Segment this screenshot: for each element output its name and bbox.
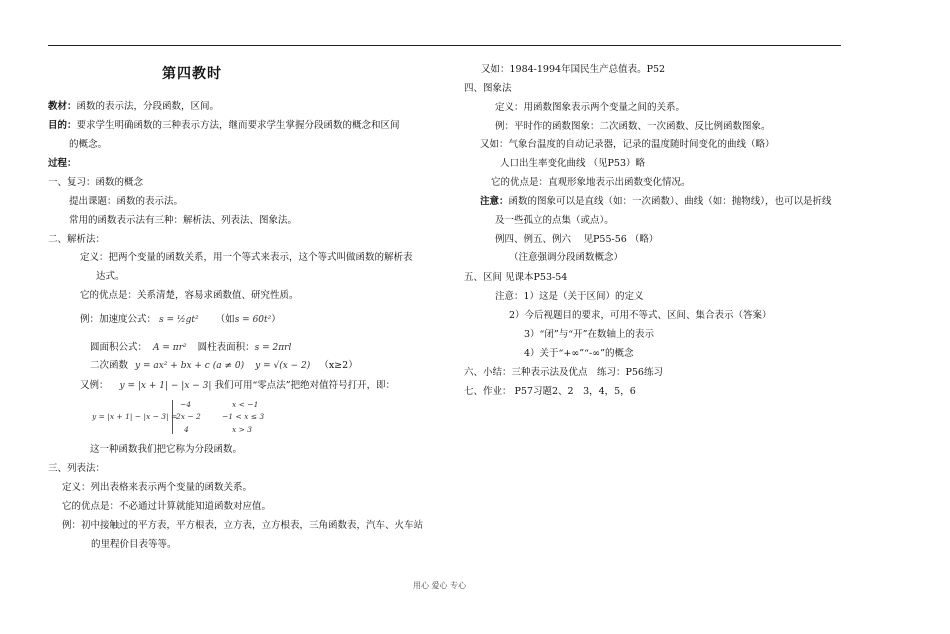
section-4-heading: 四、图象法 (464, 83, 512, 94)
section-4-advantage: 它的优点是：直观形象地表示出函数变化情况。 (491, 177, 691, 188)
section-5-note-1: 注意：1）这是（关于区间）的定义 (495, 291, 644, 302)
section-5-note-2: 2）今后视题目的要求，可用不等式、区间、集合表示（答案） (509, 310, 772, 321)
piecewise-row-2-value: 2x − 2 (176, 412, 201, 421)
piecewise-row-2-condition: −1 < x ≤ 3 (222, 412, 265, 421)
piecewise-row-1-value: −4 (180, 400, 192, 409)
circle-area-formula: A = πr² (153, 343, 187, 353)
section-4-population: 人口出生率变化曲线 （见P53）略 (500, 158, 646, 169)
section-5-note-4: 4）关于“+∞”“-∞”的概念 (524, 348, 634, 359)
section-7-homework: 七、作业： P57习题2、2 3，4，5，6 (464, 386, 636, 397)
mudi-label: 目的： (48, 120, 77, 131)
section-4-note-line-2: 及一些孤立的点集（或点）。 (495, 215, 614, 226)
section-3-example-2: 的里程价目表等等。 (91, 539, 177, 550)
section-2-heading: 二、解析法： (48, 234, 106, 245)
acceleration-label: 例：加速度公式： (80, 314, 157, 325)
youru-label: 又例： (80, 380, 109, 391)
sqrt-formula: y = √(x − 2) (255, 361, 311, 371)
note-label: 注意： (480, 196, 509, 207)
acceleration-example (80, 314, 281, 326)
section-3-example-1: 例：初中接触过的平方表，平方根表，立方表，立方根表，三角函数表，汽车、火车站 (62, 520, 424, 531)
section-5-note-3: 3）“闭”与“开”在数轴上的表示 (524, 329, 654, 340)
guocheng-label: 过程： (48, 158, 77, 169)
quadratic-line (90, 360, 358, 372)
example-formula-60t: s = 60t² (234, 315, 272, 325)
section-5-heading: 五、区间 见课本P53-54 (464, 272, 568, 283)
section-1-line-2: 常用的函数表示法有三种：解析法、列表法、图象法。 (69, 215, 298, 226)
section-1-heading: 一、复习：函数的概念 (48, 177, 144, 188)
zero-point-text: 我们可用“零点法”把绝对值符号打开，即： (214, 380, 396, 391)
quadratic-label: 二次函数 (90, 360, 129, 371)
page-footer: 用心 爱心 专心 (413, 581, 467, 590)
acceleration-formula: s = ½gt² (159, 315, 199, 325)
gnp-table-example: 又如：1984-1994年国民生产总值表。P52 (481, 64, 666, 75)
section-4-definition: 定义：用函数图象表示两个变量之间的关系。 (495, 102, 686, 113)
section-3-heading: 三、列表法： (48, 463, 106, 474)
jiaocai-label: 教材： (48, 101, 77, 112)
mudi-text-1: 要求学生明确函数的三种表示方法，继而要求学生掌握分段函数的概念和区间 (76, 120, 400, 131)
piecewise-lhs: y = |x + 1| − |x − 3| = (92, 412, 178, 421)
page-title: 第四教时 (162, 66, 222, 82)
section-3-definition: 定义：列出表格来表示两个变量的函数关系。 (62, 482, 253, 493)
section-4-examples: 例四、例五、例六 见P55-56 （略） (495, 234, 659, 245)
section-1-line-1: 提出课题：函数的表示法。 (69, 196, 184, 207)
note-text-1: 函数的图象可以是直线（如：一次函数）、曲线（如：抛物线），也可以是折线 (508, 196, 832, 207)
piecewise-row-1-condition: x < −1 (232, 400, 259, 409)
quadratic-formula: y = ax² + bx + c (a ≠ 0) (135, 361, 245, 371)
mudi-text-2: 的概念。 (69, 139, 108, 150)
section-3-advantage: 它的优点是：不必通过计算就能知道函数对应值。 (62, 501, 272, 512)
mudi-line (48, 120, 400, 132)
section-4-note-line-1 (480, 196, 832, 208)
section-4-temperature: 又如：气象台温度的自动记录器，记录的温度随时间变化的曲线（略） (480, 139, 775, 150)
section-4-example: 例：平时作的函数图象：二次函数、一次函数、反比例函数图象。 (495, 121, 771, 132)
section-2-definition-1: 定义：把两个变量的函数关系，用一个等式来表示，这个等式叫做函数的解析表 (80, 252, 413, 263)
section-2-definition-2: 达式。 (96, 271, 125, 282)
jiaocai-text: 函数的表示法，分段函数，区间。 (76, 101, 220, 112)
sqrt-condition: （x≥2） (319, 360, 358, 371)
jiaocai-line (48, 101, 219, 113)
section-4-attention: （注意强调分段函数概念） (509, 252, 624, 263)
absolute-value-example (80, 380, 395, 392)
circle-area-label: 圆面积公式： (90, 342, 148, 353)
example-paren-close: ） (271, 314, 281, 325)
header-rule (48, 45, 841, 46)
cylinder-area-label: 圆柱表面积： (197, 342, 255, 353)
section-6-summary: 六、小结：三种表示法及优点 练习：P56练习 (464, 367, 663, 378)
example-paren-open: （如 (215, 314, 235, 325)
circle-area-line (90, 342, 291, 354)
piecewise-definition: 这一种函数我们把它称为分段函数。 (90, 444, 243, 455)
absolute-value-formula: y = |x + 1| − |x − 3| (119, 381, 212, 391)
section-2-advantage: 它的优点是：关系清楚，容易求函数值、研究性质。 (80, 290, 299, 301)
piecewise-row-3-value: 4 (184, 425, 189, 434)
cylinder-area-formula: s = 2πrl (254, 343, 292, 353)
piecewise-row-3-condition: x > 3 (232, 425, 253, 434)
